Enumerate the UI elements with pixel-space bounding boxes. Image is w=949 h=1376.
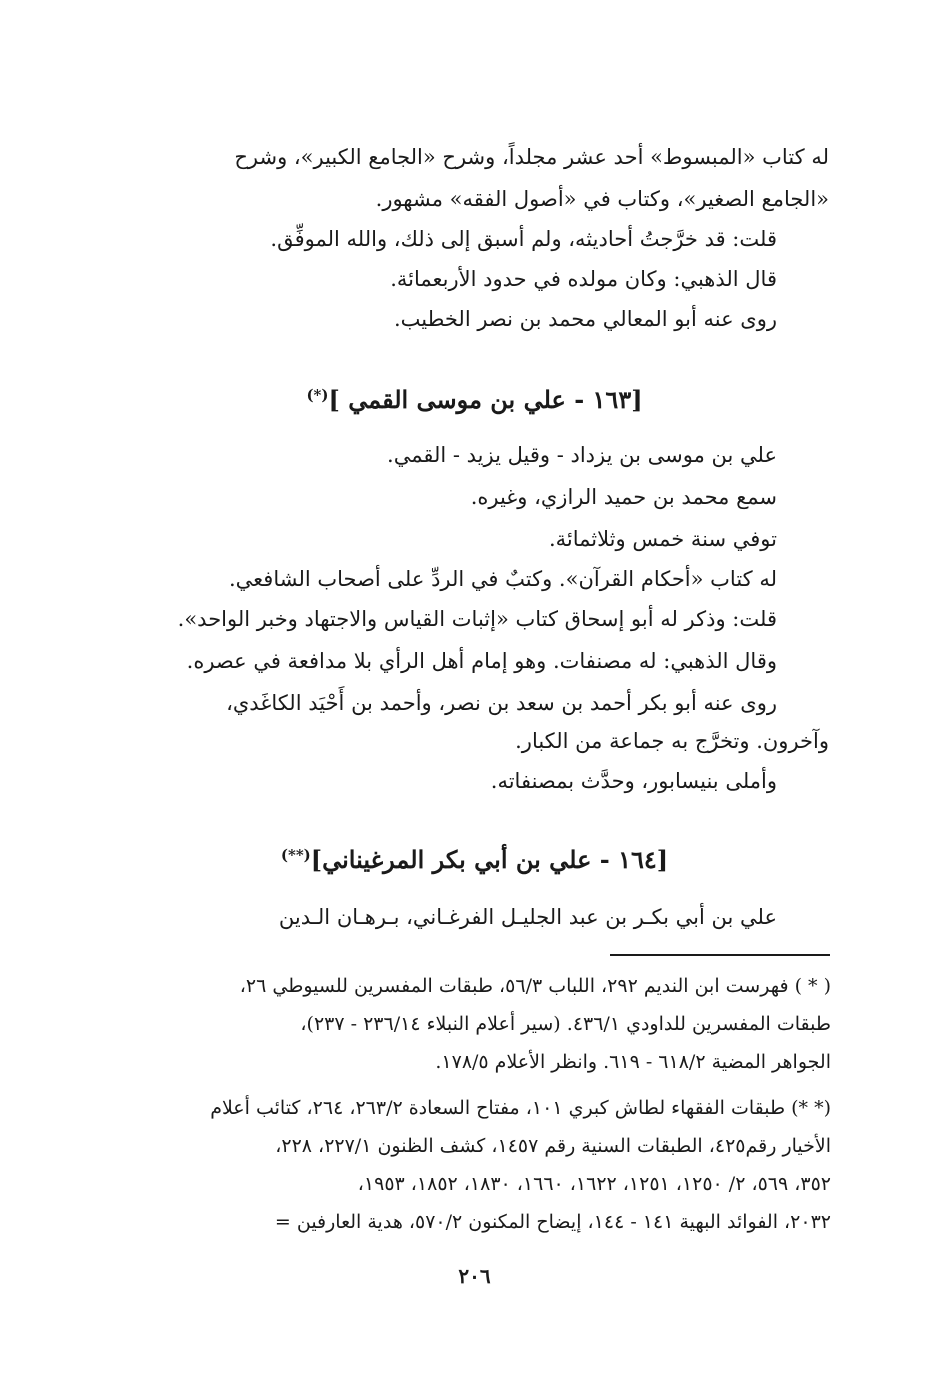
- intro-line-3: قلت: قد خرَّجتُ أحاديثه، ولم أسبق إلى ذلك، والله الموفِّق.: [270, 227, 777, 251]
- entry-163-line-2: سمع محمد بن حميد الرازي، وغيره.: [470, 485, 777, 509]
- entry-163-line-1: علي بن موسى بن يزداد - وقيل يزيد - القمي.: [387, 443, 777, 467]
- entry-163-heading: [0, 378, 949, 417]
- footnote-2-line-3: ٣٥٢، ٥٦٩، ٢/ ١٢٥٠، ١٢٥١، ١٦٢٢، ١٦٦٠، ١٨٣٠، ١٨٥٢، ١٩٥٣،: [357, 1173, 831, 1195]
- entry-163-line-6: وقال الذهبي: له مصنفات. وهو إمام أهل الرأي بلا مدافعة في عصره.: [186, 649, 777, 673]
- entry-163-title: [١٦٣ - علي بن موسى القمي ]: [328, 385, 643, 414]
- entry-164-heading: [0, 838, 949, 877]
- entry-163-line-9: وأملى بنيسابور، وحدَّث بمصنفاته.: [490, 769, 777, 793]
- entry-163-line-4: له كتاب «أحكام القرآن». وكتبٌ في الردِّ على أصحاب الشافعي.: [228, 567, 777, 591]
- entry-163-line-5: قلت: وذكر له أبو إسحاق كتاب «إثبات القياس والاجتهاد وخبر الواحد».: [177, 607, 777, 631]
- entry-163-line-3: توفي سنة خمس وثلاثمائة.: [548, 527, 777, 551]
- page-number: ٢٠٦: [458, 1264, 491, 1288]
- entry-164-line-1: علي بن أبي بكـر بن عبد الجليـل الفرغـاني، بـرهـان الـدين: [278, 905, 777, 929]
- footnote-1-line-2: طبقات المفسرين للداودي ٤٣٦/١. (سير أعلام النبلاء ٢٣٦/١٤ - ٢٣٧)،: [300, 1013, 831, 1035]
- footnote-2-line-1: (* *) طبقات الفقهاء لطاش كبري ١٠١، مفتاح السعادة ٢٦٣/٢، ٢٦٤، كتائب أعلام: [210, 1097, 831, 1119]
- intro-line-5: روى عنه أبو المعالي محمد بن نصر الخطيب.: [394, 307, 777, 331]
- footnote-divider: [610, 954, 830, 956]
- intro-line-4: قال الذهبي: وكان مولده في حدود الأربعمائة.: [390, 267, 777, 291]
- entry-164-footnote-marker: (**): [280, 846, 311, 864]
- entry-163-line-7: روى عنه أبو بكر أحمد بن سعد بن نصر، وأحمد بن أَحْيَد الكاغَدي،: [226, 691, 777, 715]
- intro-line-1: له كتاب «المبسوط» أحد عشر مجلداً، وشرح «الجامع الكبير»، وشرح: [234, 145, 829, 169]
- intro-line-2: «الجامع الصغير»، وكتاب في «أصول الفقه» مشهور.: [375, 187, 829, 211]
- footnote-2-line-2: الأخيار رقم٤٢٥، الطبقات السنية رقم ١٤٥٧، كشف الظنون ٢٢٧/١، ٢٢٨،: [275, 1135, 831, 1157]
- footnote-1-line-3: الجواهر المضية ٦١٨/٢ - ٦١٩. وانظر الأعلام ١٧٨/٥.: [435, 1051, 831, 1073]
- footnote-1-line-1: ( * ) فهرست ابن النديم ٢٩٢، اللباب ٥٦/٣، طبقات المفسرين للسيوطي ٢٦،: [239, 975, 831, 997]
- entry-163-footnote-marker: (*): [306, 386, 329, 404]
- footnote-2-line-4: ٢٠٣٢، الفوائد البهية ١٤١ - ١٤٤، إيضاح المكنون ٥٧٠/٢، هدية العارفين =: [274, 1211, 831, 1233]
- entry-164-title: [١٦٤ - علي بن أبي بكر المرغيناني]: [310, 845, 669, 874]
- entry-163-line-8: وآخرون. وتخرَّج به جماعة من الكبار.: [515, 729, 829, 753]
